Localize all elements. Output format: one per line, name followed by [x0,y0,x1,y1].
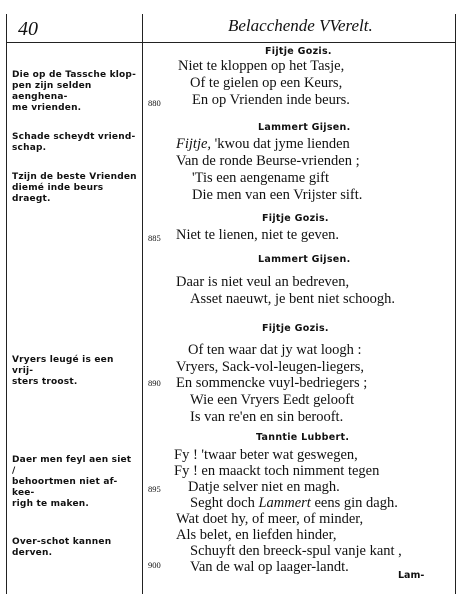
line-number: 890 [148,378,161,388]
verse-line: Of ten waar dat jy wat loogh : [188,342,362,358]
line-number: 900 [148,560,161,570]
verse-line: 'Tis een aengename gift [192,170,329,186]
verse-line: Niet te lienen, niet te geven. [176,227,340,243]
line-number: 880 [148,98,161,108]
verse-line: Datje selver niet en magh. [188,479,340,495]
speaker-name: Fijtje Gozis. [265,46,332,57]
verse-line: Fy ! en maackt toch nimment tegen [174,463,380,479]
margin-note: Daer men feyl aen siet / behoortmen niet af-kee- righ te maken. [12,455,132,509]
speaker-name: Fijtje Gozis. [262,213,329,224]
verse-line: Fy ! 'twaar beter wat geswegen, [174,447,358,463]
margin-note: Tzijn de beste Vrienden diemé inde beurs draegt. [12,172,137,204]
margin-note: Schade scheydt vriend- schap. [12,132,136,153]
verse-line: En sommencke vuyl-bedriegers ; [176,375,368,391]
right-border [455,14,456,594]
speaker-name: Lammert Gijsen. [258,254,351,265]
verse-line: En op Vrienden inde beurs. [192,92,350,108]
verse-line: Vryers, Sack-vol-leugen-liegers, [176,359,364,375]
margin-note: Over-schot kannen derven. [12,537,112,558]
verse-line: Fijtje, 'kwou dat jyme lienden [176,136,350,152]
line-number: 895 [148,484,161,494]
running-head: Belacchende VVerelt. [228,16,373,35]
column-divider [142,14,143,594]
speaker-name: Tanntie Lubbert. [256,432,350,443]
verse-line: Is van re'en en sin berooft. [190,409,344,425]
margin-note: Die op de Tassche klop- pen zijn selden aenghena- me vrienden. [12,70,137,113]
speaker-inline: Fijtje, [176,136,212,152]
verse-line: Schuyft den breeck-spul vanje kant , [190,543,402,559]
verse-line: Of te gielen op een Keurs, [190,75,343,91]
verse-line: Niet te kloppen op het Tasje, [178,58,345,74]
speaker-name: Lammert Gijsen. [258,122,351,133]
verse-line: Wat doet hy, of meer, of minder, [176,511,364,527]
catchword: Lam- [398,570,425,581]
verse-line: Van de wal op laager-landt. [190,559,349,575]
verse-line: Wie een Vryers Eedt gelooft [190,392,355,408]
header-rule [6,42,456,43]
speaker-name: Fijtje Gozis. [262,323,329,334]
margin-note: Vryers leugé is een vrij- sters troost. [12,355,114,387]
page-number: 40 [18,18,38,40]
verse-line: Die men van een Vrijster sift. [192,187,363,203]
speaker-inline: Lammert [258,495,311,511]
left-border [6,14,7,594]
verse-line: Seght doch Lammert eens gin dagh. [190,495,398,511]
verse-line: Als belet, en liefden hinder, [176,527,337,543]
line-number: 885 [148,233,161,243]
verse-line: Van de ronde Beurse-vrienden ; [176,153,360,169]
verse-line: Daar is niet veul an bedreven, [176,274,350,290]
verse-line: Asset naeuwt, je bent niet schoogh. [190,291,395,307]
